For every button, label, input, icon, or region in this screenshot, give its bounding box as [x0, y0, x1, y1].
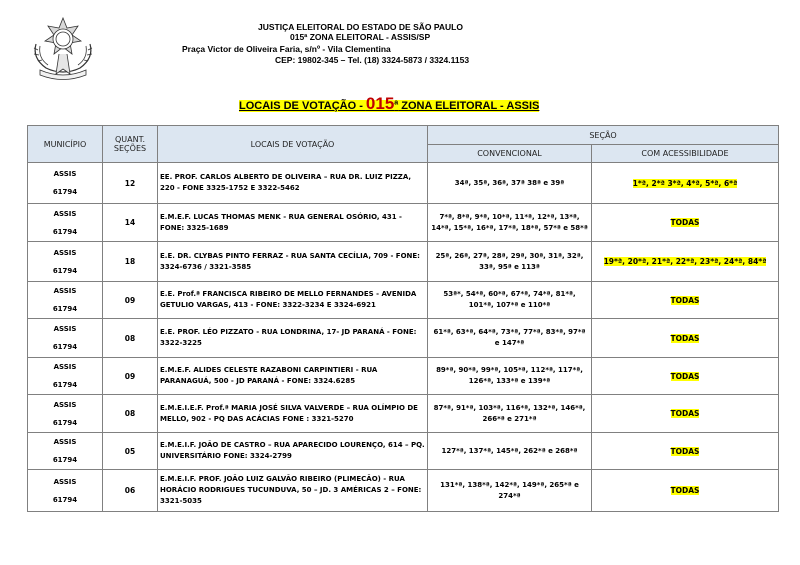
secao-acessibilidade-cell: [592, 204, 779, 242]
local-votacao-cell: E.E. Prof.ª FRANCISCA RIBEIRO DE MELLO FERNANDES - AVENIDA GETULIO VARGAS, 413 - FONE: 3322-3234 E 3324-6921: [158, 282, 428, 319]
municipio-cell: [28, 242, 103, 282]
quant-secoes-cell: 12: [103, 163, 158, 204]
header-municipio: MUNICÍPIO: [28, 126, 103, 163]
table-row: [28, 242, 779, 282]
header-address: Praça Victor de Oliveira Faria, s/nº - Vila Clementina: [182, 44, 391, 54]
acessibilidade-value: TODAS: [670, 486, 700, 495]
municipio-code: 61794: [52, 227, 78, 236]
municipio-cell: [28, 282, 103, 319]
table-row: [28, 470, 779, 512]
municipio-cell: [28, 163, 103, 204]
municipio-name: ASSIS: [53, 438, 77, 446]
voting-locations-table: [27, 125, 779, 512]
secao-convencional-cell: 127*ª, 137*ª, 145*ª, 262*ª e 268*ª: [428, 433, 592, 470]
secao-convencional-cell: 89*ª, 90*ª, 99*ª, 105*ª, 112*ª, 117*ª, 126*ª, 133*ª e 139*ª: [428, 358, 592, 395]
municipio-name: ASSIS: [53, 400, 77, 409]
acessibilidade-value: TODAS: [670, 218, 700, 227]
municipio-cell: [28, 395, 103, 433]
local-votacao-cell: E.E. PROF. LÉO PIZZATO - RUA LONDRINA, 17- JD PARANÁ - FONE: 3322-3225: [158, 319, 428, 358]
local-votacao-cell: E.M.E.I.E.F. Prof.ª MARIA JOSÉ SILVA VALVERDE – RUA OLÍMPIO DE MELLO, 902 - PQ DAS ACÁCIAS FONE : 3321-5270: [158, 395, 428, 433]
secao-convencional-cell: 87*ª, 91*ª, 103*ª, 116*ª, 132*ª, 146*ª, 266*ª e 271*ª: [428, 395, 592, 433]
municipio-cell: [28, 204, 103, 242]
municipio-cell: [28, 319, 103, 358]
acessibilidade-value: TODAS: [670, 446, 700, 456]
table-row: [28, 163, 779, 204]
municipio-code: 61794: [52, 456, 78, 464]
acessibilidade-value: 19*ª, 20*ª, 21*ª, 22*ª, 23*ª, 24*ª, 84*ª: [603, 257, 767, 266]
quant-secoes-cell: 05: [103, 433, 158, 470]
page-title: [239, 94, 539, 114]
secao-convencional-cell: 34ª, 35ª, 36ª, 37ª 38ª e 39ª: [428, 163, 592, 204]
local-votacao-cell: E.M.E.I.F. JOÃO DE CASTRO – RUA APARECIDO LOURENÇO, 614 – PQ. UNIVERSITÁRIO FONE: 3324-2799: [158, 433, 428, 470]
quant-secoes-cell: 08: [103, 319, 158, 358]
secao-acessibilidade-cell: [592, 282, 779, 319]
municipio-code: 61794: [52, 188, 78, 196]
municipio-code: 61794: [52, 495, 78, 504]
quant-secoes-cell: 09: [103, 358, 158, 395]
municipio-name: ASSIS: [53, 325, 77, 333]
header-contact: CEP: 19802-345 – Tel. (18) 3324-5873 / 3324.1153: [275, 55, 470, 65]
municipio-code: 61794: [52, 418, 78, 427]
table-row: [28, 319, 779, 358]
quant-secoes-cell: 14: [103, 204, 158, 242]
acessibilidade-value: TODAS: [670, 409, 700, 418]
secao-acessibilidade-cell: [592, 433, 779, 470]
header-secao: SEÇÃO: [428, 126, 779, 145]
quant-secoes-cell: 08: [103, 395, 158, 433]
acessibilidade-value: 1*ª, 2*ª 3*ª, 4*ª, 5*ª, 6*ª: [632, 178, 738, 188]
secao-acessibilidade-cell: [592, 242, 779, 282]
quant-secoes-cell: 09: [103, 282, 158, 319]
secao-convencional-cell: 7*ª, 8*ª, 9*ª, 10*ª, 11*ª, 12*ª, 13*ª, 14*ª, 15*ª, 16*ª, 17*ª, 18*ª, 57*ª e 58*ª: [428, 204, 592, 242]
municipio-cell: [28, 358, 103, 395]
brasao-republica-icon: [26, 14, 100, 82]
municipio-cell: [28, 470, 103, 512]
secao-convencional-cell: 61*ª, 63*ª, 64*ª, 73*ª, 77*ª, 83*ª, 97*ª e 147*ª: [428, 319, 592, 358]
local-votacao-cell: E.M.E.I.F. PROF. JOÃO LUIZ GALVÃO RIBEIRO (PLIMECÃO) - RUA HORÁCIO RODRIGUES TUCUNDUVA, 50 – JD. 3 AMÉRICAS 2 – FONE: 3321-5035: [158, 470, 428, 512]
municipio-name: ASSIS: [53, 209, 77, 218]
table-row: [28, 282, 779, 319]
secao-convencional-cell: 53ª*, 54*ª, 60*ª, 67*ª, 74*ª, 81*ª, 101*ª, 107*ª e 110*ª: [428, 282, 592, 319]
municipio-code: 61794: [52, 305, 78, 313]
municipio-cell: [28, 433, 103, 470]
municipio-name: ASSIS: [53, 170, 77, 178]
table-row: [28, 358, 779, 395]
municipio-name: ASSIS: [53, 477, 77, 486]
acessibilidade-value: TODAS: [670, 371, 700, 381]
municipio-code: 61794: [52, 343, 78, 351]
table-row: [28, 204, 779, 242]
secao-convencional-cell: 25ª, 26ª, 27ª, 28ª, 29ª, 30ª, 31ª, 32ª, 33ª, 95ª e 113ª: [428, 242, 592, 282]
secao-convencional-cell: 131*ª, 138*ª, 142*ª, 149*ª, 265*ª e 274*ª: [428, 470, 592, 512]
acessibilidade-value: TODAS: [670, 295, 700, 305]
municipio-name: ASSIS: [53, 363, 77, 371]
title-suffix: ZONA ELEITORAL - ASSIS: [398, 100, 540, 112]
table-row: [28, 395, 779, 433]
municipio-name: ASSIS: [53, 287, 77, 295]
header-institution: JUSTIÇA ELEITORAL DO ESTADO DE SÃO PAULO: [258, 22, 463, 32]
title-number: 015: [365, 94, 395, 113]
header-quant: QUANT. SEÇÕES: [103, 126, 158, 163]
header-convencional: CONVENCIONAL: [428, 145, 592, 163]
header-locais: LOCAIS DE VOTAÇÃO: [158, 126, 428, 163]
municipio-code: 61794: [52, 381, 78, 389]
acessibilidade-value: TODAS: [670, 333, 700, 343]
secao-acessibilidade-cell: [592, 470, 779, 512]
local-votacao-cell: E.M.E.F. LUCAS THOMAS MENK - RUA GENERAL OSÓRIO, 431 - FONE: 3325-1689: [158, 204, 428, 242]
local-votacao-cell: E.M.E.F. ALIDES CELESTE RAZABONI CARPINTIERI - RUA PARANAGUÁ, 500 - JD PARANÁ - FONE: 3324.6285: [158, 358, 428, 395]
local-votacao-cell: E.E. DR. CLYBAS PINTO FERRAZ - RUA SANTA CECÍLIA, 709 - FONE: 3324-6736 / 3321-3585: [158, 242, 428, 282]
secao-acessibilidade-cell: [592, 319, 779, 358]
secao-acessibilidade-cell: [592, 163, 779, 204]
table-row: [28, 433, 779, 470]
quant-secoes-cell: 06: [103, 470, 158, 512]
secao-acessibilidade-cell: [592, 395, 779, 433]
local-votacao-cell: EE. PROF. CARLOS ALBERTO DE OLIVEIRA – RUA DR. LUIZ PIZZA, 220 - FONE 3325-1752 E 3322-5462: [158, 163, 428, 204]
municipio-code: 61794: [52, 266, 78, 275]
title-ordinal: a: [394, 99, 399, 107]
header-acessibilidade: COM ACESSIBILIDADE: [592, 145, 779, 163]
secao-acessibilidade-cell: [592, 358, 779, 395]
header-zone: 015ª ZONA ELEITORAL - ASSIS/SP: [290, 32, 431, 42]
title-prefix: LOCAIS DE VOTAÇÃO -: [239, 100, 366, 112]
quant-secoes-cell: 18: [103, 242, 158, 282]
municipio-name: ASSIS: [53, 248, 77, 257]
